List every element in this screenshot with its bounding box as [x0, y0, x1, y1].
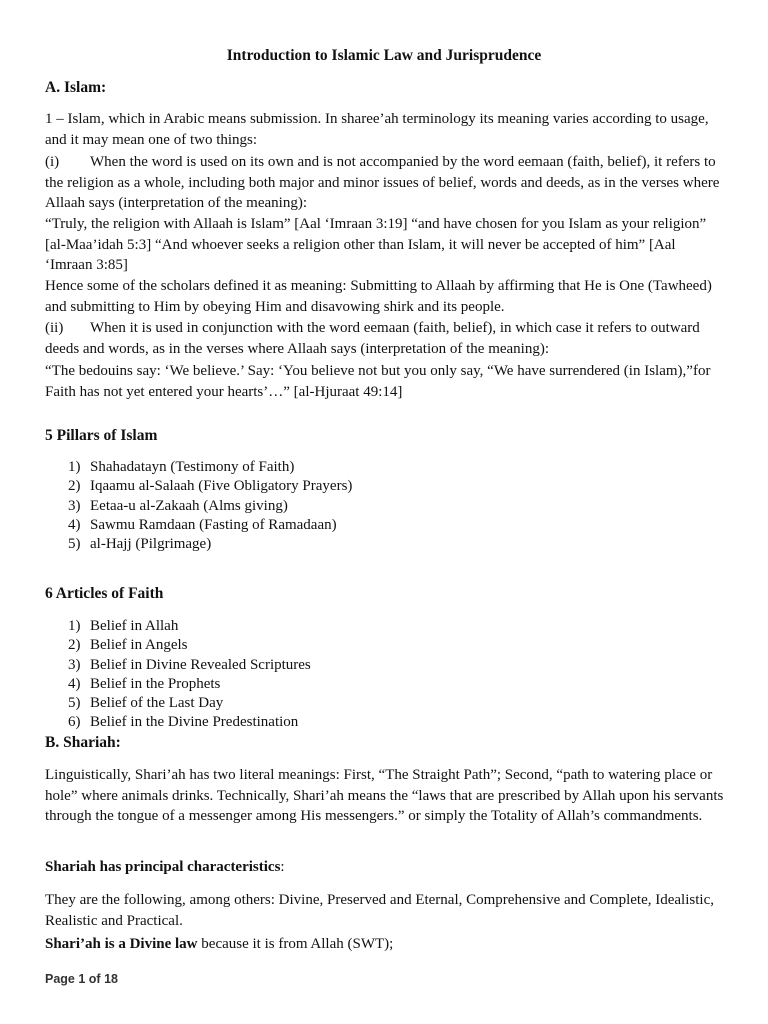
list-item: 1) Shahadatayn (Testimony of Faith) — [68, 459, 295, 475]
list-item: 2) Iqaamu al-Salaah (Five Obligatory Prayers) — [68, 478, 353, 495]
list-item: 1) Belief in Allah — [68, 618, 179, 634]
list-item: 6) Belief in the Divine Predestination — [68, 714, 299, 731]
list-item: 2) Belief in Angels — [68, 637, 188, 654]
list-item: 3) Eetaa-u al-Zakaah (Alms giving) — [68, 497, 288, 514]
section-heading-islam: A. Islam: — [45, 79, 107, 96]
shariah-paragraph-2: They are the following, among others: Divine, Preserved and Eternal, Comprehensive and Complete, Idealistic, Realistic and Practical. — [45, 892, 714, 929]
section-heading-articles: 6 Articles of Faith — [45, 585, 164, 602]
islam-paragraph-1: 1 – Islam, which in Arabic means submission. In sharee’ah terminology its meaning varies according to usage, and it may mean one of two things: — [45, 111, 709, 148]
shariah-paragraph-1: Linguistically, Shari’ah has two literal meanings: First, “The Straight Path”; Second, “path to watering place or hole” where animals drinks. Technically, Shari’ah means the “laws that are prescribed by Allah upon his servants through the tongue of a messenger among His messengers.” or simply the Totality of Allah’s commandments. — [45, 767, 724, 824]
islam-paragraph-2-text: When the word is used on its own and is not accompanied by the word eemaan (faith, belief), it refers to the religion as a whole, including both major and minor issues of belief, words and deeds, as in the verses where Allaah says (interpretation of the meaning): — [45, 154, 720, 211]
total-pages-number: 18 — [104, 972, 118, 986]
section-heading-shariah: B. Shariah: — [45, 734, 121, 751]
list-item: 5) al-Hajj (Pilgrimage) — [68, 536, 212, 553]
shariah-paragraph-3: Shari’ah is a Divine law because it is from Allah (SWT); — [45, 936, 394, 952]
islam-paragraph-2 — [45, 152, 725, 214]
articles-list — [68, 617, 311, 733]
list-item: 4) Belief in the Prophets — [68, 675, 221, 692]
islam-quote-1: “Truly, the religion with Allaah is Islam” [Aal ‘Imraan 3:19] “and have chosen for you Islam as your religion” [al-Maa’idah 5:3] “And whoever seeks a religion other than Islam, it will never be accepted of him” [Aal ‘Imraan 3:85] — [45, 216, 707, 273]
shariah-characteristics-heading: Shariah has principal characteristics: — [45, 859, 285, 875]
pillars-list — [68, 458, 352, 554]
document-title: Introduction to Islamic Law and Jurisprudence — [226, 47, 542, 64]
shariah-characteristics-bold: Shariah has principal characteristics — [45, 859, 281, 875]
section-heading-pillars: 5 Pillars of Islam — [45, 427, 158, 444]
roman-marker-i: (i) — [45, 154, 60, 170]
islam-quote-2: “The bedouins say: ‘We believe.’ Say: ‘You believe not but you only say, “We have surrendered (in Islam),”for Faith has not yet entered your hearts’…” [al-Hjuraat 49:14] — [45, 363, 711, 400]
current-page-number: 1 — [78, 972, 86, 986]
list-item: 5) Belief of the Last Day — [68, 695, 224, 712]
list-item: 3) Belief in Divine Revealed Scriptures — [68, 656, 311, 673]
shariah-divine-law-bold: Shari’ah is a Divine law — [45, 936, 198, 952]
roman-marker-ii: (ii) — [45, 320, 64, 336]
list-item: 4) Sawmu Ramdaan (Fasting of Ramadaan) — [68, 516, 337, 533]
islam-paragraph-4-text: When it is used in conjunction with the word eemaan (faith, belief), in which case it refers to outward deeds and words, as in the verses where Allaah says (interpretation of the meaning): — [45, 320, 700, 357]
page-number-footer: Page 1 of 18 — [45, 972, 118, 986]
islam-paragraph-3: Hence some of the scholars defined it as meaning: Submitting to Allaah by affirming that He is One (Tawheed) and submitting to Him by obeying Him and disavowing shirk and its people. — [45, 278, 712, 315]
islam-paragraph-4 — [45, 318, 725, 359]
